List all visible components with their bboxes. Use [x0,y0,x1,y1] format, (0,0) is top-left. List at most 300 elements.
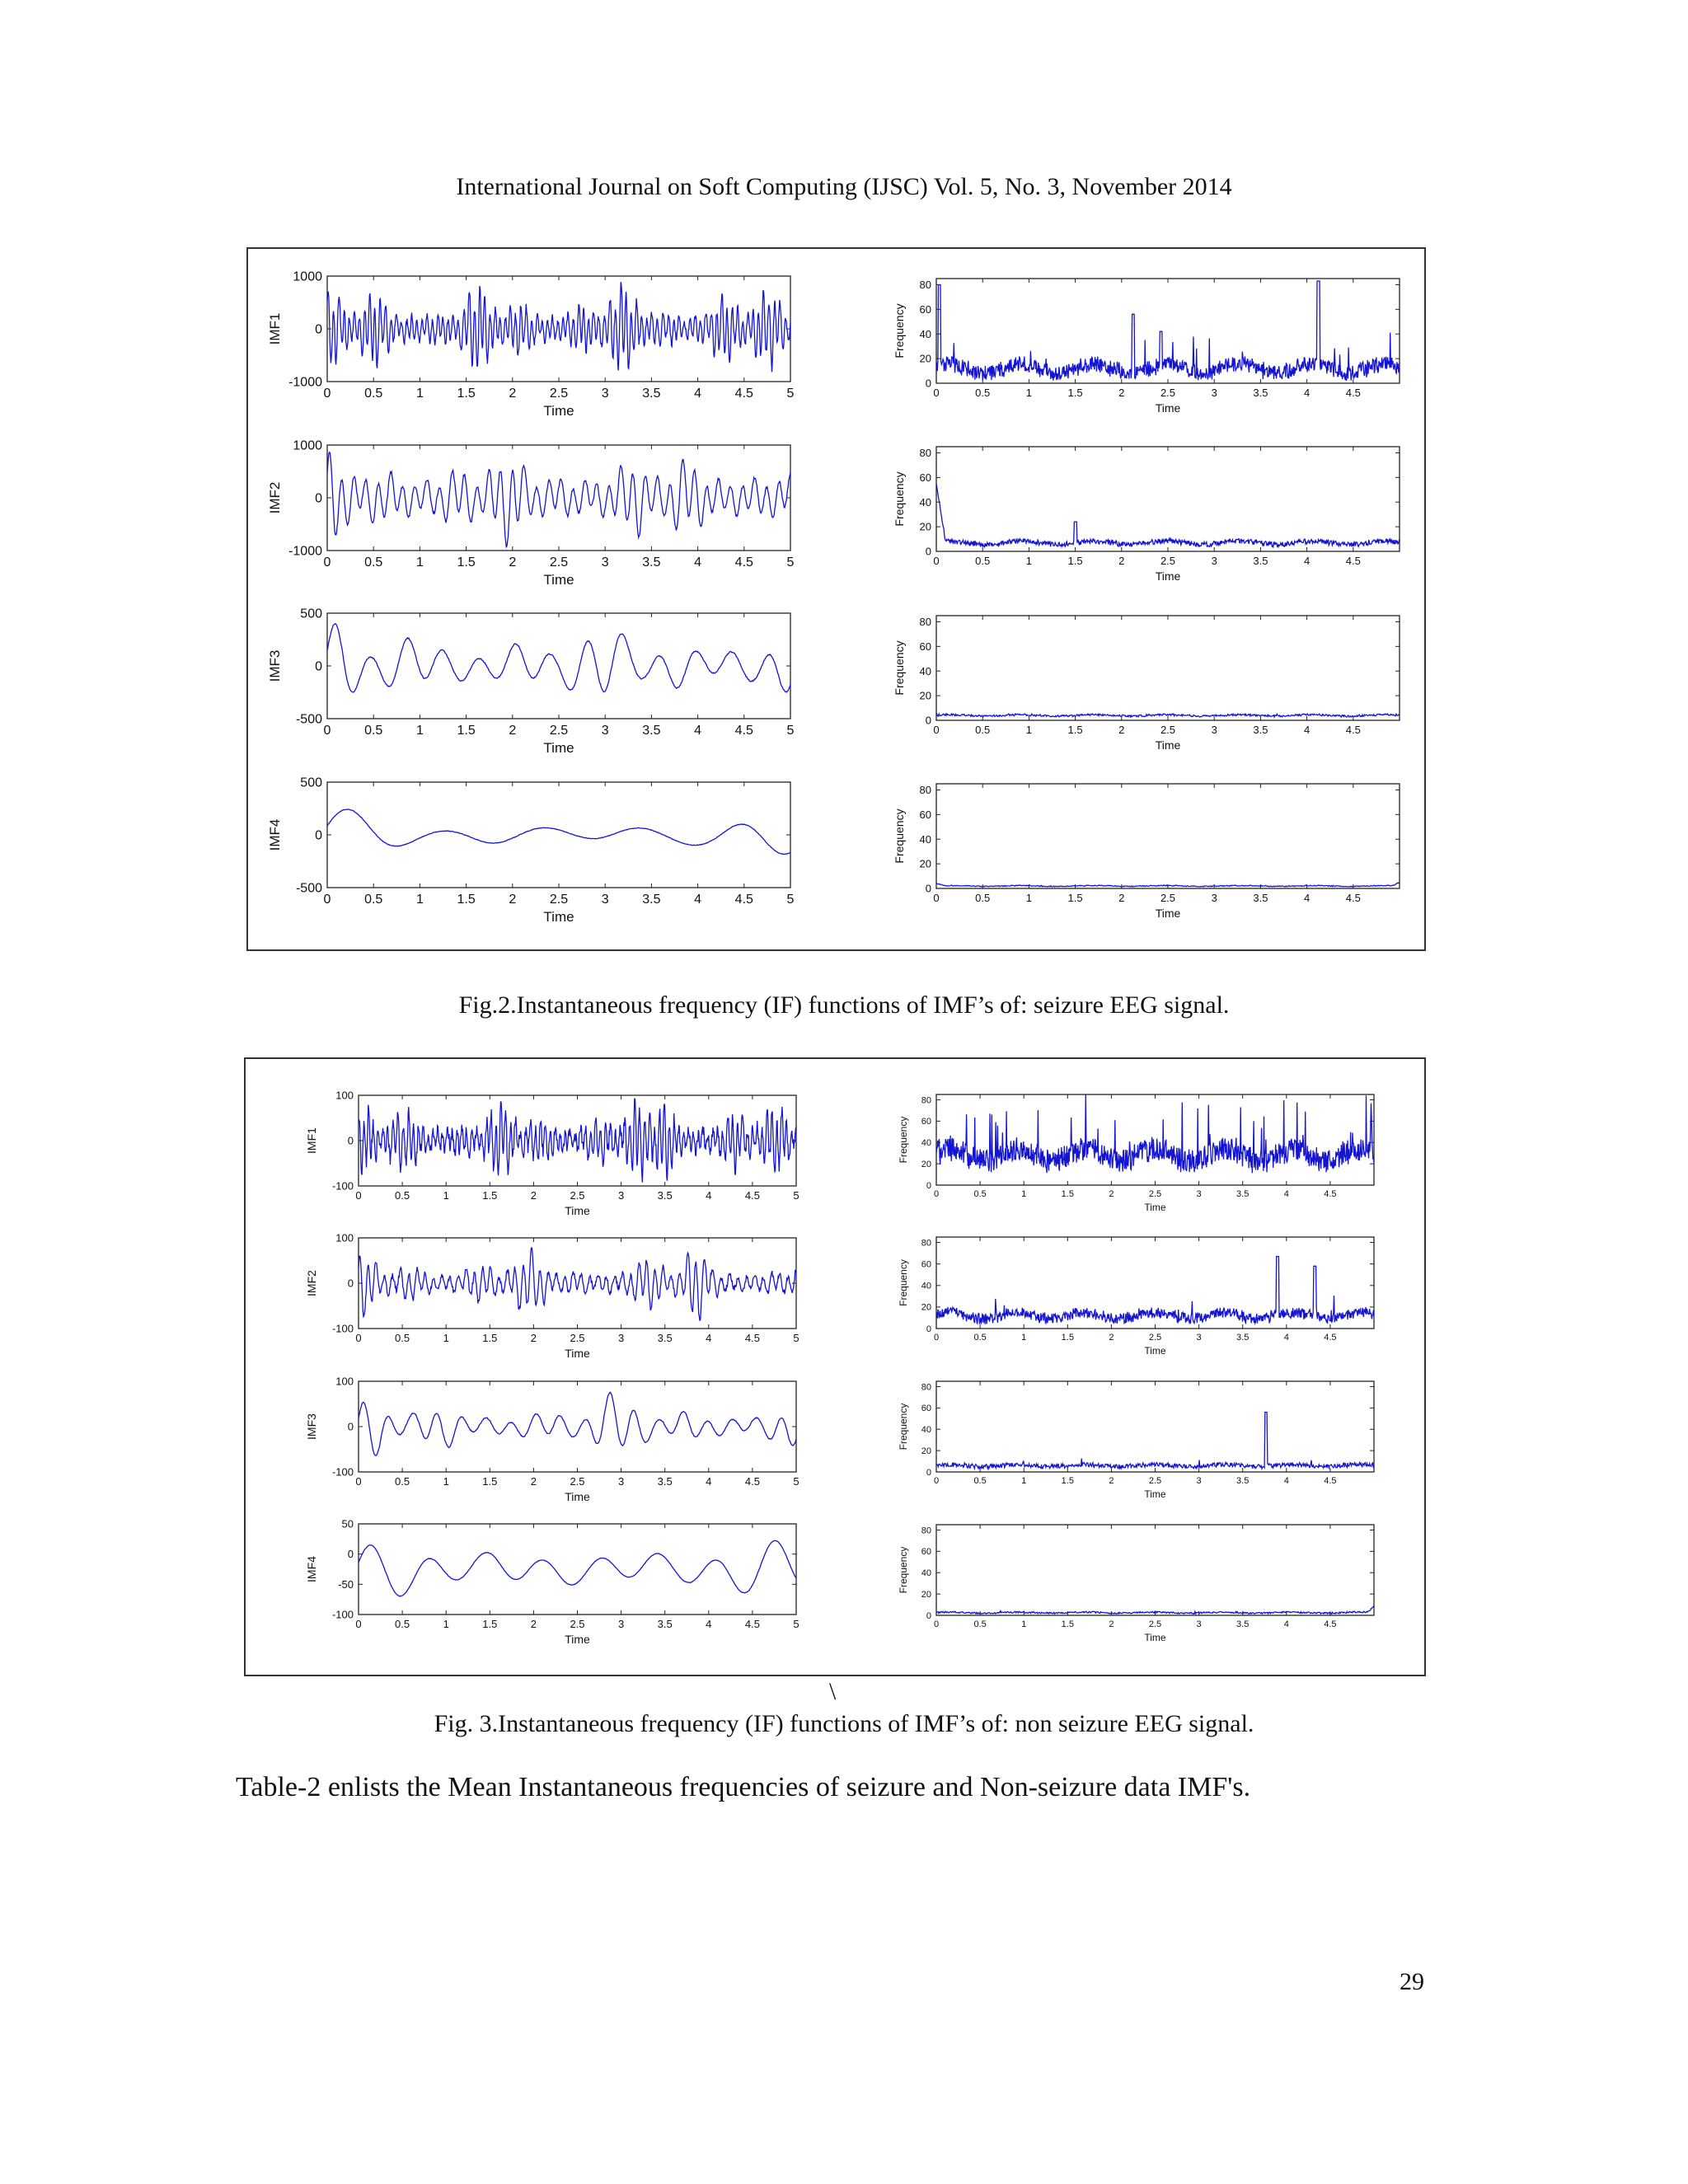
y-tick-label: 80 [919,279,931,292]
x-tick-label: 0.5 [395,1618,410,1630]
x-tick-label: 4.5 [1324,1333,1337,1343]
x-tick-label: 4 [706,1189,712,1202]
y-tick-label: 100 [335,1089,354,1102]
x-tick-label: 2.5 [1160,387,1176,399]
x-tick-label: 2.5 [570,1332,585,1344]
x-tick-label: 5 [793,1475,799,1488]
x-tick-label: 2.5 [549,555,569,569]
x-tick-label: 0 [933,1619,940,1629]
x-tick-label: 2 [509,387,517,401]
x-tick-label: 2 [530,1332,537,1344]
x-tick-label: 5 [793,1618,799,1630]
x-tick-label: 4 [1283,1476,1289,1486]
y-axis-label: IMF2 [305,1270,318,1296]
y-tick-label: 0 [925,882,931,895]
y-tick-label: -50 [338,1577,354,1591]
x-tick-label: 1.5 [457,555,476,569]
y-tick-label: 500 [300,607,322,621]
x-tick-label: 5 [786,893,795,907]
x-tick-label: 2.5 [570,1618,585,1630]
x-tick-label: 4.5 [1324,1189,1337,1199]
y-axis-label: Frequency [893,640,906,696]
y-tick-label: 80 [921,1382,931,1393]
y-tick-label: 0 [315,322,322,337]
y-tick-label: 20 [921,1159,931,1169]
y-tick-label: 0 [926,1467,931,1478]
x-tick-label: 5 [793,1332,799,1344]
y-tick-label: 40 [919,664,931,677]
x-axis-label: Time [1155,401,1181,415]
plot-frame [936,616,1400,720]
x-tick-label: 2 [1118,892,1125,904]
x-tick-label: 4 [694,555,702,569]
x-tick-label: 2 [1109,1619,1114,1629]
x-tick-label: 1.5 [1061,1476,1074,1486]
x-tick-label: 0.5 [975,387,991,399]
x-tick-label: 4 [694,724,702,738]
y-tick-label: 60 [919,640,931,653]
x-tick-label: 1 [415,555,424,569]
x-tick-label: 1 [1021,1189,1027,1199]
x-tick-label: 0 [933,555,940,567]
x-tick-label: 2 [530,1475,537,1488]
plot-frame [936,447,1400,551]
x-tick-label: 2 [1118,724,1125,736]
fig2-panel-2 [267,439,795,588]
x-tick-label: 1 [415,893,424,907]
x-tick-label: 4.5 [1324,1476,1337,1486]
x-tick-label: 4 [694,893,702,907]
x-tick-label: 3 [601,387,609,401]
x-tick-label: 4 [706,1475,712,1488]
y-axis-label: IMF1 [267,312,283,345]
y-tick-label: 0 [347,1134,354,1147]
x-tick-label: 4.5 [1345,387,1361,399]
x-tick-label: 0 [323,387,331,401]
y-tick-label: 40 [921,1425,931,1436]
x-tick-label: 4 [694,387,702,401]
x-tick-label: 0.5 [364,724,383,738]
x-tick-label: 3 [1211,724,1217,736]
fig3-panel-7 [898,1381,1374,1500]
fig3-panel-6 [898,1237,1374,1357]
y-tick-label: -100 [331,1322,354,1335]
x-tick-label: 3.5 [1253,387,1268,399]
x-tick-label: 3 [1211,555,1217,567]
x-tick-label: 0.5 [364,893,383,907]
y-tick-label: 0 [926,1180,931,1191]
y-tick-label: 80 [921,1095,931,1106]
fig3-panel-4 [305,1518,799,1646]
y-tick-label: 0 [315,491,322,506]
x-axis-label: Time [565,1490,590,1503]
x-tick-label: 5 [786,724,795,738]
x-tick-label: 0 [933,387,940,399]
fig3-panel-2 [305,1232,799,1360]
x-tick-label: 3.5 [642,893,661,907]
y-tick-label: -500 [295,712,322,727]
x-tick-label: 4 [1283,1333,1289,1343]
y-axis-label: Frequency [893,303,906,359]
x-tick-label: 2 [530,1618,537,1630]
y-tick-label: 20 [919,857,931,870]
y-tick-label: 60 [919,471,931,484]
y-tick-label: -100 [331,1608,354,1621]
x-tick-label: 4.5 [1345,892,1361,904]
x-tick-label: 4.5 [744,1332,760,1344]
x-axis-label: Time [565,1204,590,1217]
x-axis-label: Time [565,1633,590,1646]
x-tick-label: 1.5 [482,1475,498,1488]
x-tick-label: 2 [1109,1189,1114,1199]
x-tick-label: 0.5 [395,1189,410,1202]
x-axis-label: Time [543,403,574,419]
fig3-panel-5 [898,1094,1374,1213]
fig3-panel-3 [305,1376,799,1503]
x-tick-label: 2 [1109,1333,1114,1343]
x-tick-label: 4.5 [744,1189,760,1202]
x-tick-label: 3.5 [1236,1189,1250,1199]
x-axis-label: Time [1155,569,1181,583]
x-tick-label: 2 [509,724,517,738]
x-tick-label: 2.5 [1148,1189,1162,1199]
y-axis-label: Frequency [898,1546,909,1594]
x-tick-label: 5 [786,555,795,569]
y-tick-label: 1000 [293,438,322,453]
plot-frame [359,1238,796,1329]
y-axis-label: IMF4 [267,818,283,851]
y-tick-label: 0 [925,545,931,558]
x-tick-label: 1.5 [1067,892,1083,904]
x-tick-label: 1 [1025,892,1033,904]
x-tick-label: 3 [617,1332,625,1344]
plot-frame [936,1381,1374,1472]
x-tick-label: 1.5 [1067,387,1083,399]
y-tick-label: -100 [331,1465,354,1479]
x-tick-label: 1 [1021,1619,1027,1629]
x-tick-label: 3.5 [1253,892,1268,904]
y-tick-label: 20 [919,352,931,365]
x-tick-label: 0 [355,1618,362,1630]
y-tick-label: 0 [925,714,931,727]
y-tick-label: -100 [331,1179,354,1193]
y-tick-label: 20 [921,1302,931,1313]
y-tick-label: -1000 [288,544,322,559]
x-tick-label: 4.5 [734,893,753,907]
x-tick-label: 2.5 [549,893,569,907]
fig3-panel-8 [898,1525,1374,1643]
x-tick-label: 1.5 [1061,1189,1074,1199]
x-tick-label: 0 [933,1333,940,1343]
y-tick-label: 80 [919,447,931,460]
plot-frame [936,784,1400,888]
x-tick-label: 3.5 [1236,1619,1250,1629]
y-axis-label: Frequency [893,471,906,527]
x-tick-label: 5 [786,387,795,401]
y-axis-label: IMF2 [267,481,283,514]
x-tick-label: 0.5 [975,892,991,904]
x-tick-label: 2 [530,1189,537,1202]
x-tick-label: 3 [1196,1189,1202,1199]
y-axis-label: IMF4 [305,1556,318,1582]
x-tick-label: 1 [1025,387,1033,399]
y-tick-label: 0 [347,1420,354,1433]
x-tick-label: 5 [793,1189,799,1202]
x-tick-label: 0.5 [973,1333,987,1343]
x-axis-label: Time [543,740,574,756]
x-tick-label: 3.5 [657,1475,673,1488]
x-tick-label: 1 [415,387,424,401]
x-tick-label: 0.5 [973,1476,987,1486]
y-axis-label: Frequency [898,1116,909,1164]
x-axis-label: Time [1155,907,1181,920]
x-tick-label: 1.5 [457,724,476,738]
x-tick-label: 2.5 [1148,1619,1162,1629]
x-tick-label: 0 [933,892,940,904]
fig2-panel-1 [267,270,795,419]
fig2-panel-8 [893,784,1400,920]
stray-backslash: \ [829,1678,837,1705]
y-tick-label: 100 [335,1375,354,1388]
x-tick-label: 1 [443,1475,449,1488]
x-tick-label: 1 [1021,1476,1027,1486]
x-tick-label: 4.5 [744,1475,760,1488]
x-tick-label: 0.5 [395,1332,410,1344]
x-tick-label: 0 [933,1189,940,1199]
running-header: International Journal on Soft Computing (IJSC) Vol. 5, No. 3, November 2014 [456,173,1232,200]
y-tick-label: 40 [919,832,931,846]
x-tick-label: 4 [1283,1189,1289,1199]
x-tick-label: 3 [601,724,609,738]
x-tick-label: 4 [1283,1619,1289,1629]
x-tick-label: 3 [1211,387,1217,399]
y-tick-label: 20 [921,1446,931,1456]
y-tick-label: 80 [921,1238,931,1249]
y-tick-label: 0 [315,659,322,674]
y-tick-label: 500 [300,776,322,790]
fig2-panel-7 [893,616,1400,752]
y-tick-label: 0 [926,1324,931,1334]
y-tick-label: 40 [921,1138,931,1149]
x-tick-label: 2.5 [549,724,569,738]
x-tick-label: 0.5 [364,387,383,401]
body-paragraph: Table-2 enlists the Mean Instantaneous frequencies of seizure and Non-seizure data IMF's. [236,1772,1251,1802]
x-tick-label: 3 [1196,1333,1202,1343]
x-tick-label: 0 [323,555,331,569]
x-tick-label: 2.5 [1148,1476,1162,1486]
x-tick-label: 4.5 [734,724,753,738]
x-tick-label: 3 [617,1189,625,1202]
x-tick-label: 2.5 [1160,555,1176,567]
x-tick-label: 3.5 [657,1332,673,1344]
x-tick-label: 3.5 [657,1618,673,1630]
y-tick-label: 20 [921,1589,931,1600]
x-tick-label: 4.5 [1345,555,1361,567]
x-axis-label: Time [1144,1345,1166,1357]
x-tick-label: 4.5 [1345,724,1361,736]
y-tick-label: 60 [919,808,931,821]
x-axis-label: Time [543,572,574,588]
y-tick-label: 0 [926,1610,931,1621]
y-tick-label: 40 [921,1281,931,1291]
plot-frame [936,1525,1374,1615]
y-tick-label: 20 [919,689,931,702]
y-axis-label: IMF1 [305,1127,318,1154]
x-tick-label: 1.5 [1061,1619,1074,1629]
x-axis-label: Time [565,1347,590,1360]
x-axis-label: Time [1144,1488,1166,1500]
x-tick-label: 1 [415,724,424,738]
y-axis-label: Frequency [898,1259,909,1306]
x-tick-label: 2 [1118,387,1125,399]
y-tick-label: 40 [919,327,931,340]
x-tick-label: 3.5 [642,387,661,401]
fig2-panel-4 [267,776,795,925]
x-tick-label: 0.5 [975,555,991,567]
y-tick-label: -1000 [288,375,322,390]
figure-3-plots [246,1059,1424,1675]
figure-2-plots [248,249,1424,949]
x-tick-label: 4 [1303,892,1311,904]
x-tick-label: 0 [355,1332,362,1344]
x-tick-label: 2.5 [1160,892,1176,904]
x-tick-label: 0 [355,1189,362,1202]
y-tick-label: 80 [919,616,931,629]
x-tick-label: 0.5 [395,1475,410,1488]
x-tick-label: 0.5 [973,1619,987,1629]
y-tick-label: 0 [347,1277,354,1290]
x-tick-label: 2 [509,893,517,907]
y-tick-label: 40 [921,1568,931,1579]
x-tick-label: 3.5 [1236,1333,1250,1343]
x-tick-label: 3 [1196,1619,1202,1629]
y-tick-label: 80 [919,784,931,797]
x-axis-label: Time [543,909,574,925]
y-tick-label: 100 [335,1231,354,1244]
x-tick-label: 4.5 [734,387,753,401]
x-tick-label: 1.5 [482,1189,498,1202]
figure-2 [246,247,1426,951]
x-tick-label: 2.5 [570,1475,585,1488]
x-tick-label: 0 [323,893,331,907]
x-tick-label: 1 [443,1618,449,1630]
y-tick-label: 80 [921,1526,931,1536]
x-tick-label: 2 [1118,555,1125,567]
x-tick-label: 4 [1303,555,1311,567]
x-tick-label: 3.5 [642,555,661,569]
y-axis-label: Frequency [893,808,906,864]
x-tick-label: 2.5 [1160,724,1176,736]
x-tick-label: 1 [1025,724,1033,736]
x-axis-label: Time [1144,1632,1166,1643]
x-tick-label: 1.5 [457,893,476,907]
y-axis-label: IMF3 [267,649,283,682]
x-tick-label: 3 [1211,892,1217,904]
x-tick-label: 1.5 [482,1332,498,1344]
x-tick-label: 3 [617,1475,625,1488]
fig3-panel-1 [305,1090,799,1217]
x-tick-label: 0.5 [975,724,991,736]
x-tick-label: 4 [1303,387,1311,399]
figure-3-caption: Fig. 3.Instantaneous frequency (IF) functions of IMF’s of: non seizure EEG signal. [434,1710,1254,1737]
x-tick-label: 0.5 [973,1189,987,1199]
x-tick-label: 1.5 [482,1618,498,1630]
y-tick-label: 0 [925,377,931,390]
x-tick-label: 3.5 [657,1189,673,1202]
y-tick-label: -500 [295,881,322,896]
x-tick-label: 2 [1109,1476,1114,1486]
x-axis-label: Time [1155,738,1181,752]
x-tick-label: 3 [617,1618,625,1630]
x-tick-label: 2.5 [570,1189,585,1202]
x-tick-label: 1.5 [1067,555,1083,567]
x-tick-label: 0 [933,1476,940,1486]
y-tick-label: 60 [921,1547,931,1558]
fig2-panel-5 [893,279,1400,415]
x-tick-label: 3.5 [642,724,661,738]
x-tick-label: 4.5 [1324,1619,1337,1629]
y-axis-label: Frequency [898,1403,909,1451]
x-tick-label: 1 [1021,1333,1027,1343]
y-tick-label: 0 [347,1548,354,1561]
x-tick-label: 3 [1196,1476,1202,1486]
x-tick-label: 4 [706,1332,712,1344]
y-tick-label: 60 [921,1259,931,1270]
x-tick-label: 4 [706,1618,712,1630]
x-tick-label: 3.5 [1253,555,1268,567]
x-tick-label: 4.5 [744,1618,760,1630]
fig2-panel-3 [267,607,795,756]
x-tick-label: 4 [1303,724,1311,736]
y-tick-label: 1000 [293,269,322,284]
y-tick-label: 20 [919,520,931,533]
page-number: 29 [1400,1968,1424,1995]
x-tick-label: 0.5 [364,555,383,569]
x-tick-label: 4.5 [734,555,753,569]
x-tick-label: 3 [601,893,609,907]
y-tick-label: 60 [921,1404,931,1414]
x-tick-label: 2 [509,555,517,569]
figure-2-caption: Fig.2.Instantaneous frequency (IF) functions of IMF’s of: seizure EEG signal. [458,991,1230,1019]
x-tick-label: 2.5 [549,387,569,401]
plot-frame [327,445,790,551]
figure-3 [244,1057,1426,1676]
x-tick-label: 3.5 [1236,1476,1250,1486]
fig2-panel-6 [893,447,1400,583]
plot-frame [359,1524,796,1615]
y-tick-label: 0 [315,828,322,843]
x-tick-label: 0 [933,724,940,736]
x-tick-label: 1.5 [457,387,476,401]
x-tick-label: 0 [355,1475,362,1488]
x-tick-label: 0 [323,724,331,738]
y-tick-label: 60 [921,1117,931,1127]
x-axis-label: Time [1144,1202,1166,1213]
plot-frame [359,1381,796,1472]
x-tick-label: 1 [1025,555,1033,567]
x-tick-label: 1.5 [1067,724,1083,736]
x-tick-label: 3.5 [1253,724,1268,736]
y-axis-label: IMF3 [305,1413,318,1440]
y-tick-label: 50 [341,1517,354,1530]
x-tick-label: 1 [443,1332,449,1344]
x-tick-label: 2.5 [1148,1333,1162,1343]
x-tick-label: 3 [601,555,609,569]
x-tick-label: 1.5 [1061,1333,1074,1343]
y-tick-label: 60 [919,302,931,316]
y-tick-label: 40 [919,495,931,509]
x-tick-label: 1 [443,1189,449,1202]
